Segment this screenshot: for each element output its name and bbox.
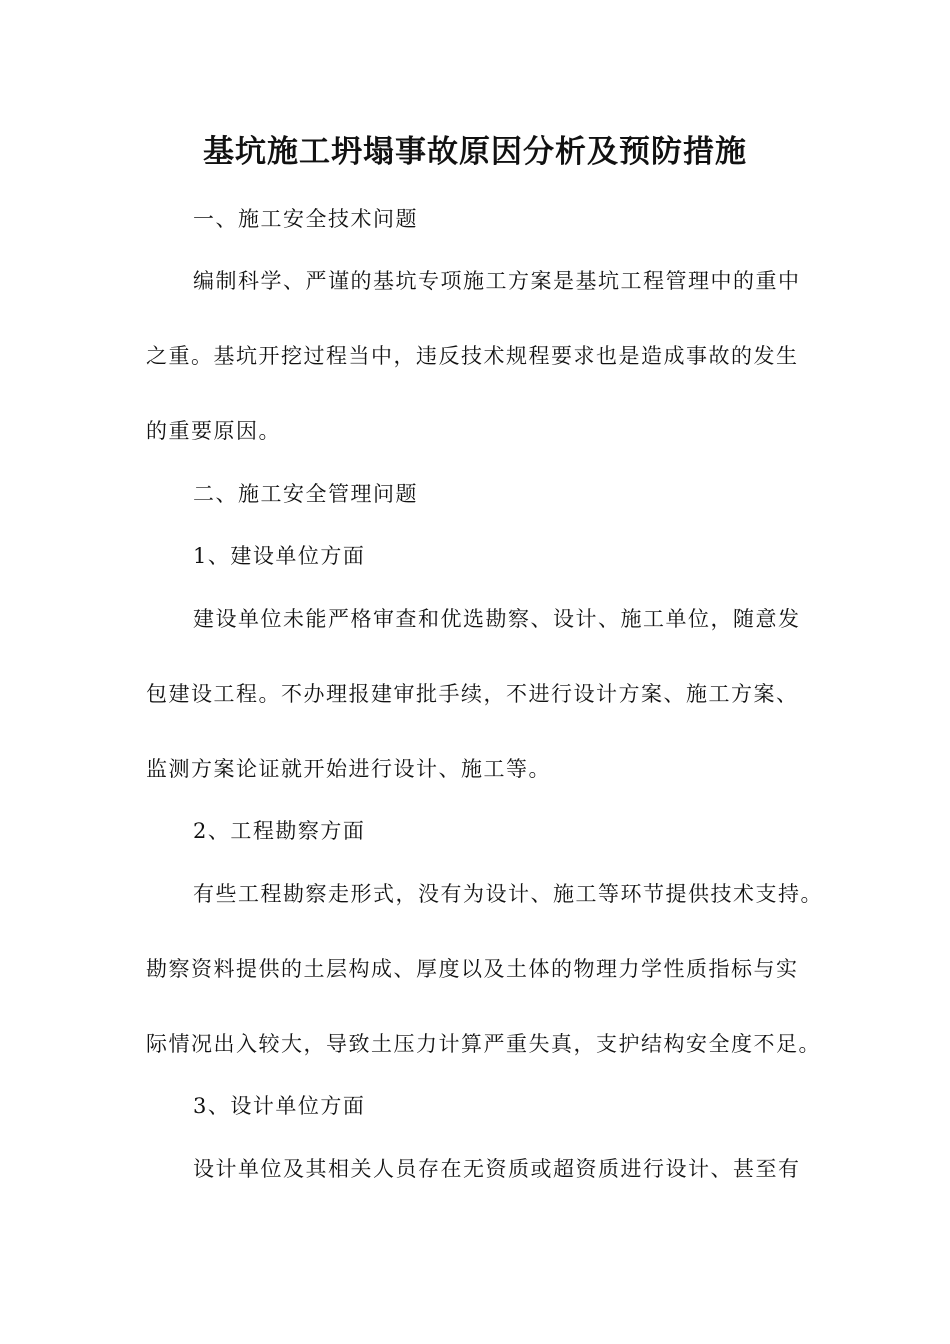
paragraph-line: 有些工程勘察走形式，没有为设计、施工等环节提供技术支持。 [193, 882, 823, 906]
subsection-heading-3: 3、设计单位方面 [193, 1094, 366, 1118]
subsection-heading-1: 1、建设单位方面 [193, 544, 366, 568]
paragraph-line: 的重要原因。 [146, 419, 281, 443]
paragraph-line: 际情况出入较大，导致土压力计算严重失真，支护结构安全度不足。 [146, 1032, 821, 1056]
paragraph-line: 包建设工程。不办理报建审批手续，不进行设计方案、施工方案、 [146, 682, 799, 706]
paragraph-line: 编制科学、严谨的基坑专项施工方案是基坑工程管理中的重中 [193, 269, 801, 293]
document-title: 基坑施工坍塌事故原因分析及预防措施 [203, 134, 747, 170]
paragraph-line: 建设单位未能严格审查和优选勘察、设计、施工单位，随意发 [193, 607, 801, 631]
paragraph-line: 之重。基坑开挖过程当中，违反技术规程要求也是造成事故的发生 [146, 344, 799, 368]
paragraph-line: 设计单位及其相关人员存在无资质或超资质进行设计、甚至有 [193, 1157, 801, 1181]
paragraph-line: 监测方案论证就开始进行设计、施工等。 [146, 757, 551, 781]
section-heading-1: 一、施工安全技术问题 [193, 207, 418, 231]
section-heading-2: 二、施工安全管理问题 [193, 482, 418, 506]
subsection-heading-2: 2、工程勘察方面 [193, 819, 366, 843]
paragraph-line: 勘察资料提供的土层构成、厚度以及土体的物理力学性质指标与实 [146, 957, 799, 981]
